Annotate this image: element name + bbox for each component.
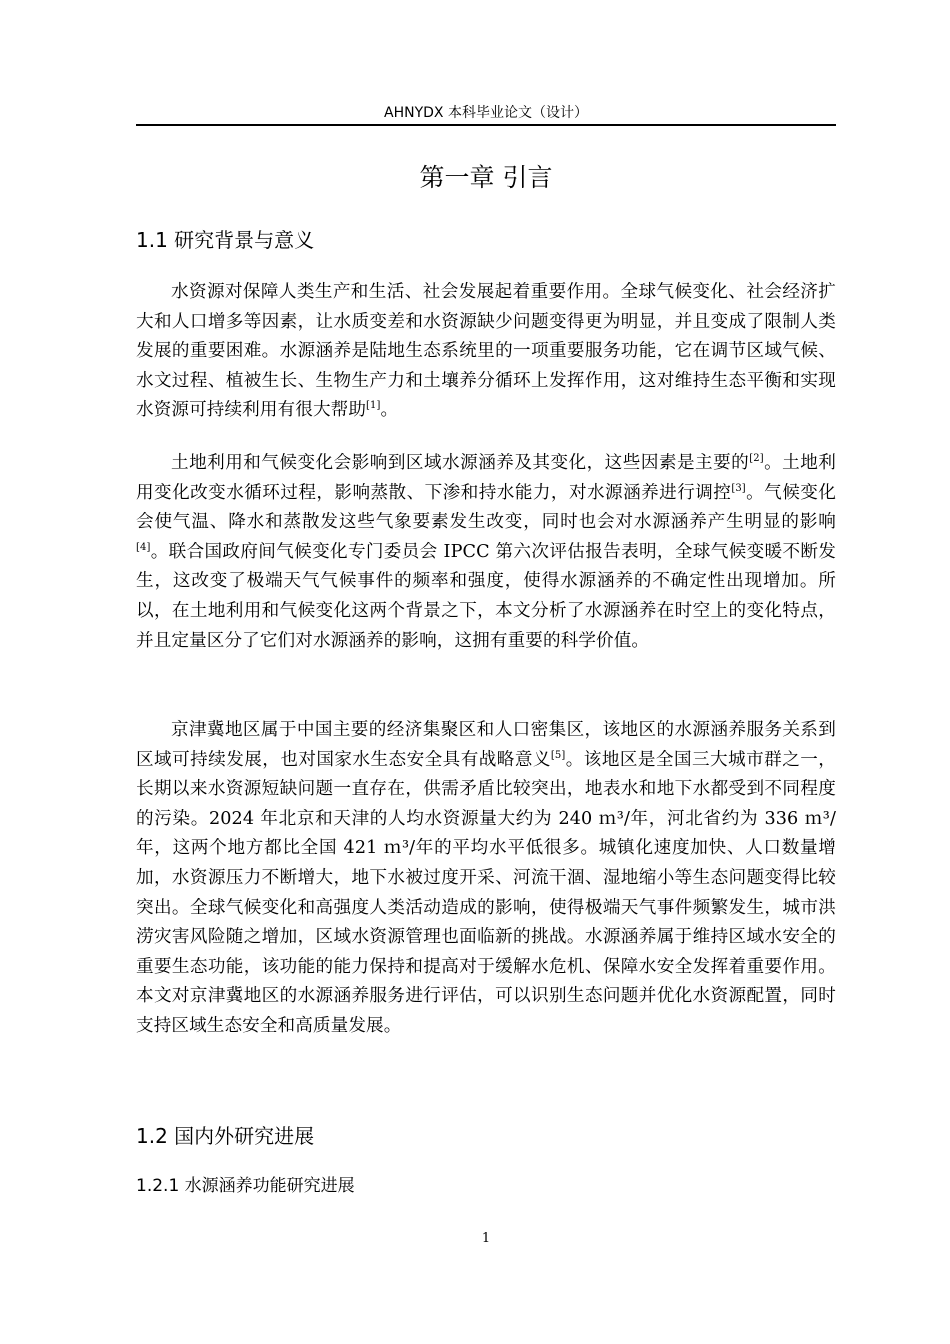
subsection-heading-1-2-1: 1.2.1 水源涵养功能研究进展 bbox=[136, 1176, 355, 1196]
section-heading-1-2: 1.2 国内外研究进展 bbox=[136, 1124, 315, 1148]
citation-ref-4: [4] bbox=[136, 541, 151, 553]
section-heading-1-1: 1.1 研究背景与意义 bbox=[136, 228, 315, 252]
paragraph-2-seg4: 。联合国政府间气候变化专门委员会 IPCC 第六次评估报告表明，全球气候变暖不断发生，这改变了极端天气气候事件的频率和强度，使得水源涵养的不确定性出现增加。所以，在土地利用和气候变化这两个背景之下，本文分析了水源涵养在时空上的变化特点，并且定量区分了它们对水源涵养的影响，这拥有重要的科学价值。 bbox=[136, 541, 836, 651]
paragraph-2 bbox=[136, 449, 836, 656]
citation-ref-5: [5] bbox=[550, 749, 566, 761]
citation-ref-3: [3] bbox=[731, 482, 746, 494]
paragraph-2-seg3: 。气候变化会使气温、降水和蒸散发这些气象要素发生改变，同时也会对水源涵养产生明显的影响 bbox=[136, 482, 836, 533]
paragraph-2-seg2: 。土地利用变化改变水循环过程，影响蒸散、下渗和持水能力，对水源涵养进行调控 bbox=[136, 453, 836, 503]
paragraph-2-seg1: 土地利用和气候变化会影响到区域水源涵养及其变化，这些因素是主要的 bbox=[171, 453, 750, 473]
chapter-title: 第一章 引言 bbox=[419, 163, 553, 192]
citation-ref-1: [1] bbox=[366, 400, 381, 412]
header-divider bbox=[136, 124, 836, 126]
paragraph-1-end: 。 bbox=[380, 400, 399, 421]
paragraph-3-seg1: 京津冀地区属于中国主要的经济集聚区和人口密集区，该地区的水源涵养服务关系到区域可持续发展，也对国家水生态安全具有战略意义 bbox=[136, 720, 836, 770]
citation-ref-2: [2] bbox=[749, 453, 764, 465]
running-header: AHNYDX 本科毕业论文（设计） bbox=[384, 105, 588, 121]
page-number: 1 bbox=[481, 1231, 491, 1246]
paragraph-3-seg2: 。该地区是全国三大城市群之一，长期以来水资源短缺问题一直存在，供需矛盾比较突出，地表水和地下水都受到不同程度的污染。2024 年北京和天津的人均水资源量大约为 240 ｍ³/年，河北省约为 336 ｍ³/年，这两个地方都比全国 421 ｍ³/年的平均水平低很多。城镇化速度加快、人口数量增加，水资源压力不断增大，地下水被过度开采、河流干涸、湿地缩小等生态问题变得比较突出。全球气候变化和高强度人类活动造成的影响，使得极端天气事件频繁发生，城市洪涝灾害风险随之增加，区域水资源管理也面临新的挑战。水源涵养属于维持区域水安全的重要生态功能，该功能的能力保持和提高对于缓解水危机、保障水安全发挥着重要作用。本文对京津冀地区的水源涵养服务进行评估，可以识别生态问题并优化水资源配置，同时支持区域生态安全和高质量发展。 bbox=[136, 749, 836, 1036]
paragraph-3 bbox=[136, 716, 836, 1042]
paragraph-1-text: 水资源对保障人类生产和生活、社会发展起着重要作用。全球气候变化、社会经济扩大和人口增多等因素，让水质变差和水资源缺少问题变得更为明显，并且变成了限制人类发展的重要困难。水源涵养是陆地生态系统里的一项重要服务功能，它在调节区域气候、水文过程、植被生长、生物生产力和土壤养分循环上发挥作用，这对维持生态平衡和实现水资源可持续利用有很大帮助 bbox=[136, 282, 836, 421]
paragraph-1 bbox=[136, 278, 836, 426]
